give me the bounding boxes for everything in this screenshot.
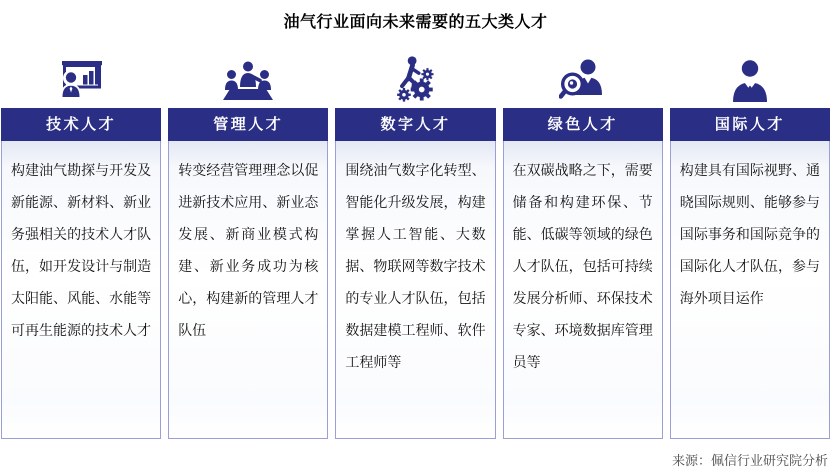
talent-column-green [503,57,663,439]
meeting-icon [168,57,328,108]
businessperson-icon [670,57,830,108]
talent-header-digital: 数字人才 [335,108,495,141]
talent-description-green: 在双碳战略之下，需要储备和构建环保、节能、低碳等领域的绿色人才队伍，包括可持续发展分析师、环保技术专家、环境数据库管理员等 [512,163,653,371]
talent-description-digital: 围绕油气数字化转型、智能化升级发展，构建掌握人工智能、大数据、物联网等数字技术的专业人才队伍，包括数据建模工程师、软件工程师等 [345,163,486,371]
talent-header-international: 国际人才 [670,108,830,141]
talent-column-international [670,57,830,439]
talent-header-management: 管理人才 [168,108,328,141]
talent-description-management: 转变经营管理理念以促进新技术应用、新业态发展、新商业模式构建、新业务成功为核心，构建新的管理人才队伍 [178,163,319,339]
talent-body-management [168,141,328,439]
talent-body-digital [335,141,495,439]
talent-description-international: 构建具有国际视野、通晓国际规则、能够参与国际事务和国际竞争的国际化人才队伍，参与海外项目运作 [679,163,820,307]
talent-column-digital [335,57,495,439]
talent-header-technical: 技术人才 [1,108,161,141]
page-title: 油气行业面向未来需要的五大类人才 [283,12,548,31]
talent-header-green: 绿色人才 [503,108,663,141]
talent-body-technical [1,141,161,439]
talent-columns [1,57,830,439]
presentation-chart-icon [1,57,161,108]
talent-column-management [168,57,328,439]
source-note: 来源：佩信行业研究院分析 [671,454,828,469]
person-gears-icon [335,57,495,108]
talent-body-international [670,141,830,439]
talent-description-technical: 构建油气勘探与开发及新能源、新材料、新业务强相关的技术人才队伍，如开发设计与制造太阳能、风能、水能等可再生能源的技术人才 [11,163,152,339]
person-magnifier-icon [503,57,663,108]
talent-column-technical [1,57,161,439]
talent-body-green [503,141,663,439]
